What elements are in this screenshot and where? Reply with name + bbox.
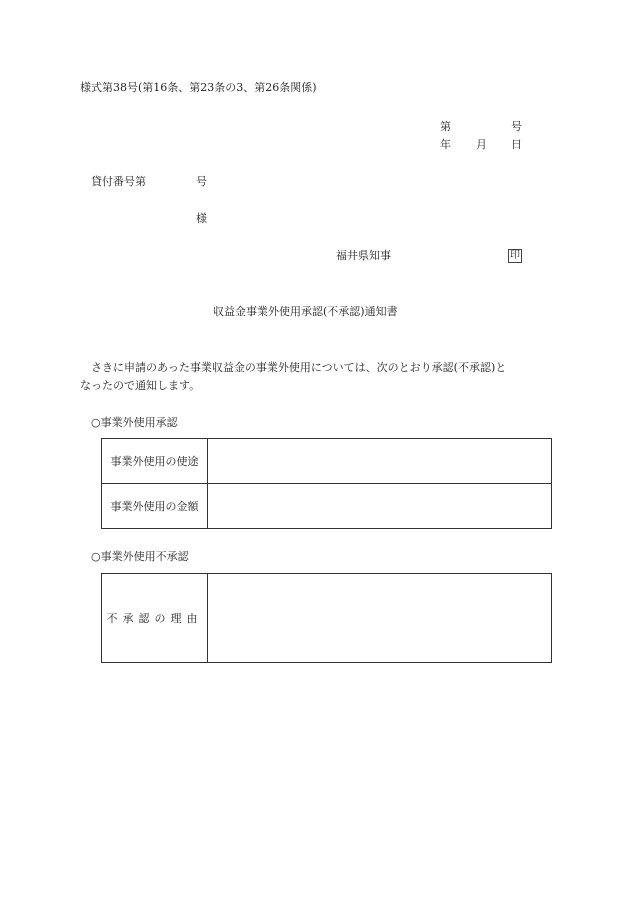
form-reference: 様式第38号(第16条、第23条の3、第26条関係) [80,81,317,94]
date-year: 年 [440,138,451,151]
date-month: 月 [476,138,487,151]
usage-amount-field[interactable] [208,484,552,529]
body-line-1: さきに申請のあった事業収益金の事業外使用については、次のとおり承認(不承認)と [91,361,507,374]
usage-purpose-label: 事業外使用の使途 [102,439,208,484]
reason-label: 不承認の理由 [102,574,208,663]
table-row [102,439,552,484]
approval-heading: ○事業外使用承認 [91,416,178,429]
usage-amount-label: 事業外使用の金額 [102,484,208,529]
usage-purpose-field[interactable] [208,439,552,484]
sender-name: 福井県知事 [336,249,391,262]
loan-number-suffix: 号 [196,175,207,188]
date-day: 日 [511,138,522,151]
document-title: 収益金事業外使用承認(不承認)通知書 [213,305,398,318]
loan-number-label: 貸付番号第 [91,175,146,188]
doc-number-suffix: 号 [511,120,522,133]
disapproval-heading: ○事業外使用不承認 [91,550,189,563]
table-row [102,574,552,663]
doc-number-prefix: 第 [440,120,451,133]
seal-mark: 印 [510,250,520,261]
recipient-honorific: 様 [196,212,207,225]
reason-field[interactable] [208,574,552,663]
table-row [102,484,552,529]
disapproval-table [101,573,552,663]
approval-table [101,438,552,529]
body-line-2: なったので通知します。 [80,379,201,392]
